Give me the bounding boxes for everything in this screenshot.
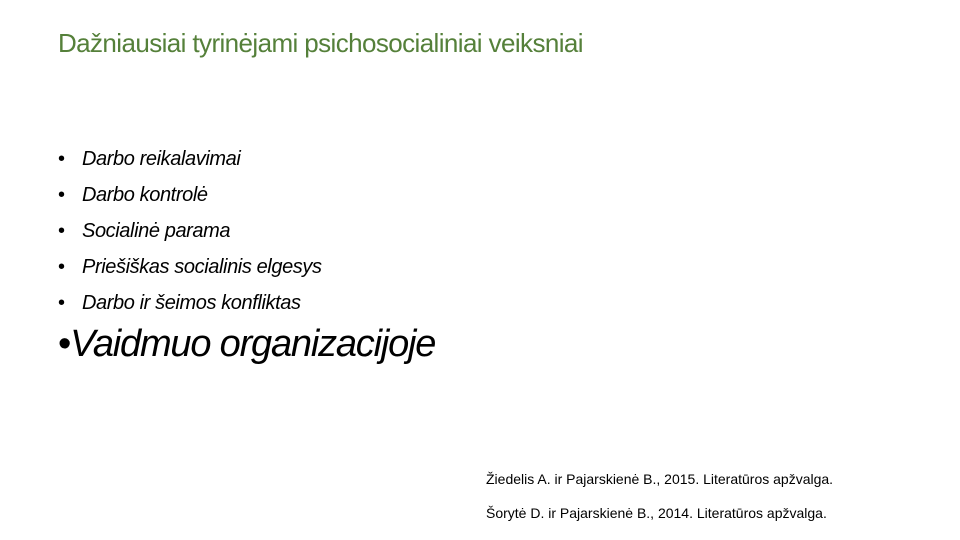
references [486,462,833,530]
factor-list [58,142,322,321]
bullet-icon: • [58,255,65,278]
list-item-label: Darbo reikalavimai [82,148,241,171]
list-item [58,178,322,214]
slide-title: Dažniausiai tyrinėjami psichosocialiniai veiksniai [58,28,583,58]
highlight-item [58,323,435,366]
list-item [58,285,322,321]
reference-item: Žiedelis A. ir Pajarskienė B., 2015. Literatūros apžvalga. [486,471,834,487]
list-item-label: Darbo kontrolė [82,184,208,207]
list-item [58,142,322,178]
list-item [58,249,322,285]
reference-item: Šorytė D. ir Pajarskienė B., 2014. Literatūros apžvalga. [486,505,827,521]
bullet-icon: • [58,184,65,207]
list-item-label: Priešiškas socialinis elgesys [82,255,322,278]
bullet-icon: • [58,148,65,171]
highlight-label: Vaidmuo organizacijoje [70,323,436,365]
list-item [58,214,322,250]
bullet-icon: • [58,323,71,365]
list-item-label: Socialinė parama [82,219,231,242]
list-item-label: Darbo ir šeimos konfliktas [82,291,301,314]
bullet-icon: • [58,291,65,314]
bullet-icon: • [58,219,65,242]
